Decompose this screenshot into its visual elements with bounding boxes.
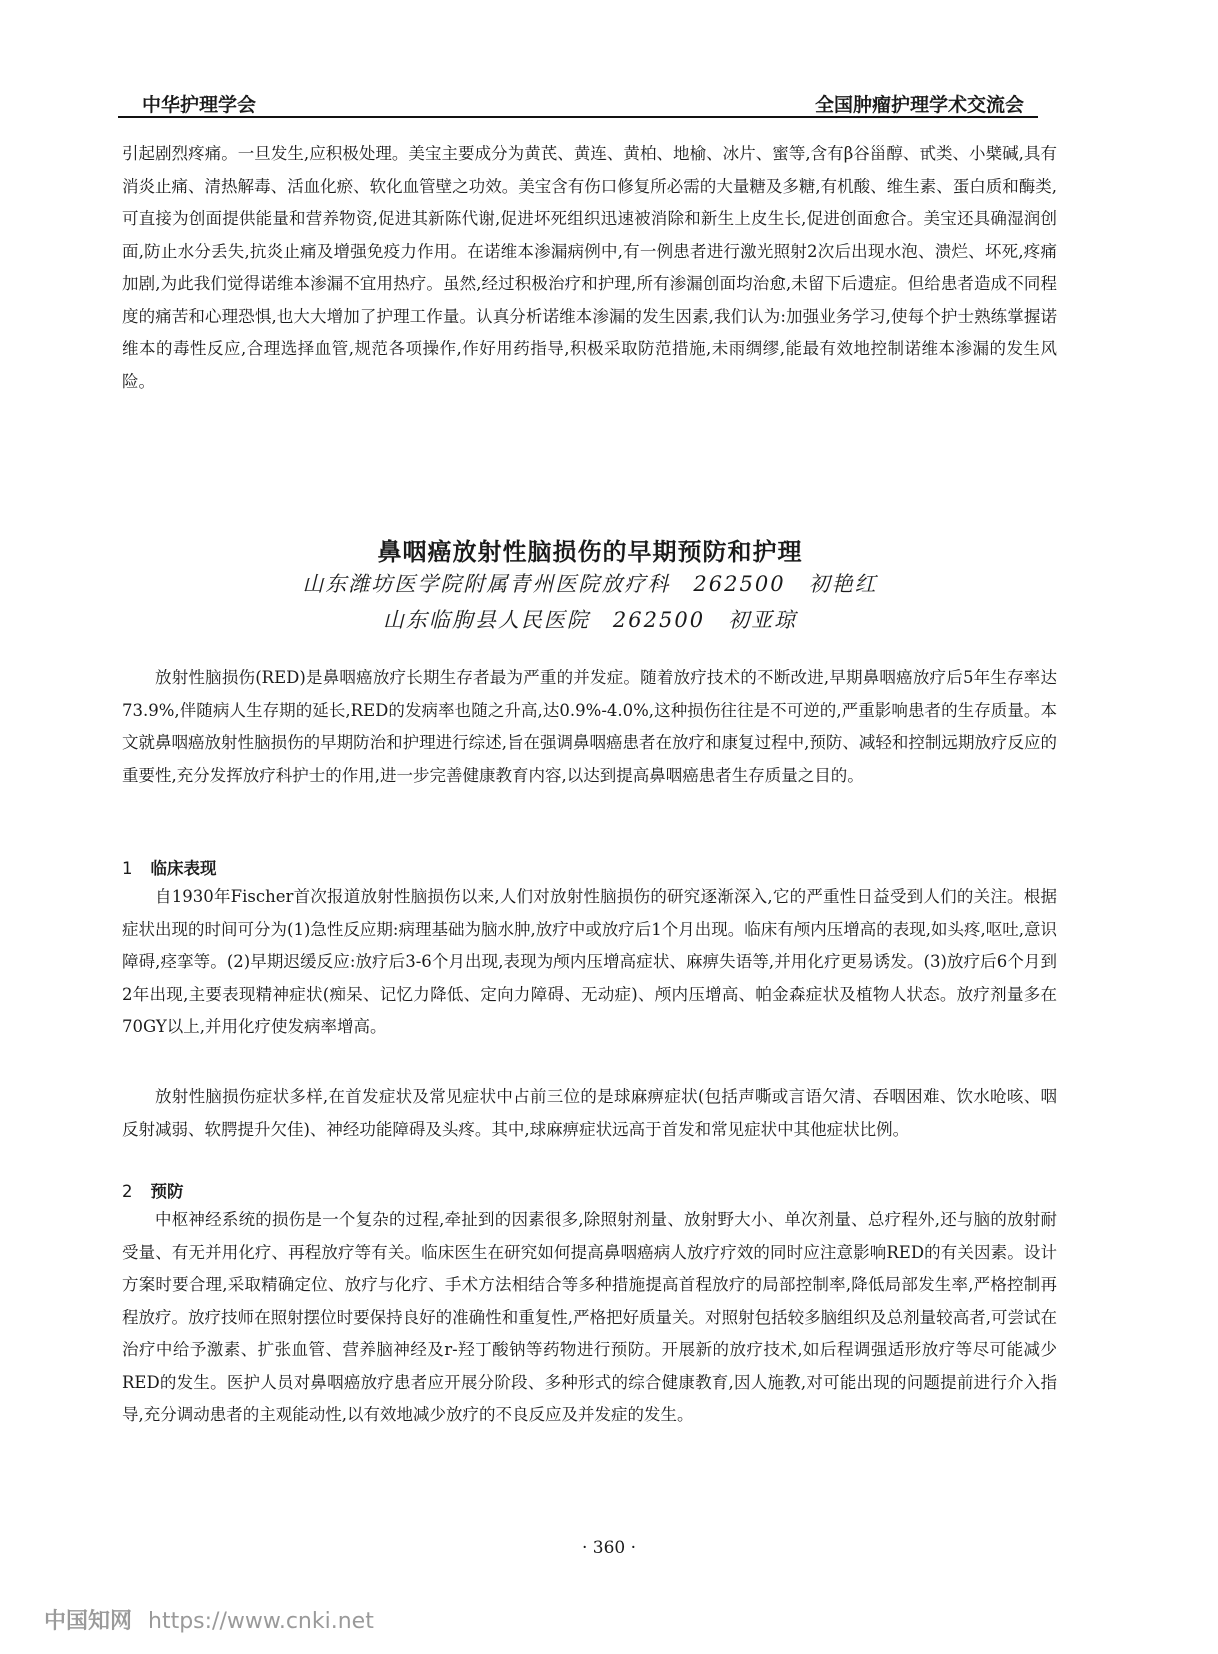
section1-paragraph-1: 自1930年Fischer首次报道放射性脑损伤以来,人们对放射性脑损伤的研究逐渐深入,它的严重性日益受到人们的关注。根据症状出现的时间可分为(1)急性反应期:病理基础为脑水肿,放疗中或放疗后1个月出现。临床有颅内压增高的表现,如头疼,呕吐,意识障碍,痉挛等。(2)早期迟缓反应:放疗后3-6个月出现,表现为颅内压增高症状、麻痹失语等,并用化疗更易诱发。(3)放疗后6个月到2年出现,主要表现精神症状(痴呆、记忆力降低、定向力障碍、无动症)、颅内压增高、帕金森症状及植物人状态。放疗剂量多在70GY以上,并用化疗使发病率增高。 — [122, 887, 1057, 1036]
watermark-footer — [44, 1604, 374, 1635]
page-number: · 360 · — [581, 1538, 637, 1558]
cnki-brand: 中国知网 — [44, 1609, 133, 1634]
section-number: 2 — [122, 1182, 133, 1201]
section-title: 预防 — [150, 1182, 184, 1201]
running-header — [118, 88, 1038, 118]
affiliation-2: 山东临朐县人民医院 262500 初亚琼 — [382, 608, 798, 632]
header-society: 中华护理学会 — [142, 94, 257, 116]
section-number: 1 — [122, 859, 133, 878]
header-conference: 全国肿瘤护理学术交流会 — [814, 94, 1024, 116]
affiliation-1: 山东潍坊医学院附属青州医院放疗科 262500 初艳红 — [302, 572, 878, 596]
section1-paragraph-2: 放射性脑损伤症状多样,在首发症状及常见症状中占前三位的是球麻痹症状(包括声嘶或言语欠清、吞咽困难、饮水呛咳、咽反射减弱、软腭提升欠佳)、神经功能障碍及头疼。其中,球麻痹症状远高于首发和常见症状中其他症状比例。 — [122, 1087, 1057, 1139]
section-heading-1 — [122, 855, 217, 879]
section-heading-2 — [122, 1178, 184, 1202]
section2-paragraph-1: 中枢神经系统的损伤是一个复杂的过程,牵扯到的因素很多,除照射剂量、放射野大小、单次剂量、总疗程外,还与脑的放射耐受量、有无并用化疗、再程放疗等有关。临床医生在研究如何提高鼻咽癌病人放疗疗效的同时应注意影响RED的有关因素。设计方案时要合理,采取精确定位、放疗与化疗、手术方法相结合等多种措施提高首程放疗的局部控制率,降低局部发生率,严格控制再程放疗。放疗技师在照射摆位时要保持良好的准确性和重复性,严格把好质量关。对照射包括较多脑组织及总剂量较高者,可尝试在治疗中给予激素、扩张血管、营养脑神经及r-羟丁酸钠等药物进行预防。开展新的放疗技术,如后程调强适形放疗等尽可能减少RED的发生。医护人员对鼻咽癌放疗患者应开展分阶段、多种形式的综合健康教育,因人施教,对可能出现的问题提前进行介入指导,充分调动患者的主观能动性,以有效地减少放疗的不良反应及并发症的发生。 — [122, 1210, 1057, 1424]
article-title: 鼻咽癌放射性脑损伤的早期预防和护理 — [377, 538, 803, 566]
continuation-paragraph: 引起剧烈疼痛。一旦发生,应积极处理。美宝主要成分为黄芪、黄连、黄柏、地榆、冰片、蜜等,含有β谷甾醇、甙类、小檗碱,具有消炎止痛、清热解毒、活血化瘀、软化血管壁之功效。美宝含有伤口修复所必需的大量糖及多糖,有机酸、维生素、蛋白质和酶类,可直接为创面提供能量和营养物资,促进其新陈代谢,促进坏死组织迅速被消除和新生上皮生长,促进创面愈合。美宝还具确湿润创面,防止水分丢失,抗炎止痛及增强免疫力作用。在诺维本渗漏病例中,有一例患者进行激光照射2次后出现水泡、溃烂、坏死,疼痛加剧,为此我们觉得诺维本渗漏不宜用热疗。虽然,经过积极治疗和护理,所有渗漏创面均治愈,未留下后遗症。但给患者造成不同程度的痛苦和心理恐惧,也大大增加了护理工作量。认真分析诺维本渗漏的发生因素,我们认为:加强业务学习,使每个护士熟练掌握诺维本的毒性反应,合理选择血管,规范各项操作,作好用药指导,积极采取防范措施,未雨绸缪,能最有效地控制诺维本渗漏的发生风险。 — [122, 144, 1057, 391]
section-title: 临床表现 — [150, 859, 217, 878]
cnki-url[interactable]: https://www.cnki.net — [148, 1609, 374, 1634]
abstract-paragraph: 放射性脑损伤(RED)是鼻咽癌放疗长期生存者最为严重的并发症。随着放疗技术的不断改进,早期鼻咽癌放疗后5年生存率达73.9%,伴随病人生存期的延长,RED的发病率也随之升高,达0.9%-4.0%,这种损伤往往是不可逆的,严重影响患者的生存质量。本文就鼻咽癌放射性脑损伤的早期防治和护理进行综述,旨在强调鼻咽癌患者在放疗和康复过程中,预防、减轻和控制远期放疗反应的重要性,充分发挥放疗科护士的作用,进一步完善健康教育内容,以达到提高鼻咽癌患者生存质量之目的。 — [122, 668, 1057, 785]
